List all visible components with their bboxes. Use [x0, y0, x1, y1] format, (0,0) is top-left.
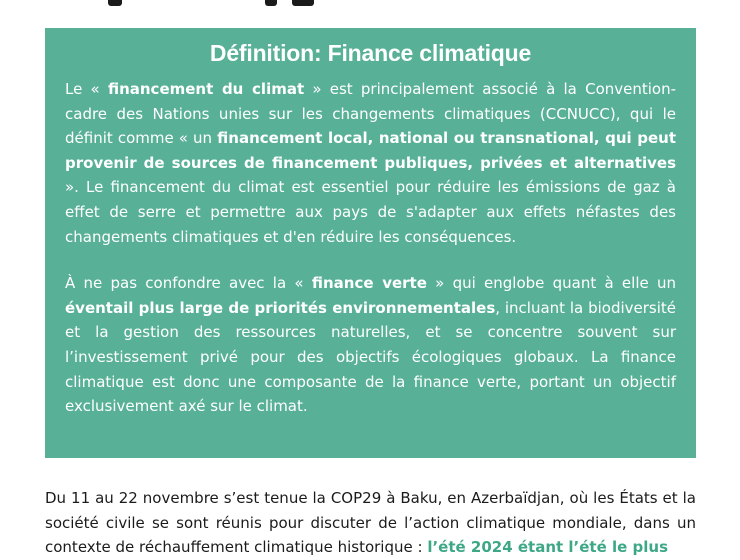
cropped-heading-fragment	[0, 0, 740, 12]
text-run: » est principalement associé à la Convention-cadre des Nations unies sur les changements climatiques (CCNUCC), qui le définit comme « un	[65, 80, 677, 148]
text-run: , incluant la biodiversité et la gestion des ressources naturelles, et se concentre souvent sur l’investissement privé pour des objectifs écologiques globaux. La finance climatique est donc une composante de la finance verte, portant un objectif exclusivement axé sur le climat.	[65, 298, 676, 416]
text-run: À ne pas confondre avec la «	[65, 274, 312, 293]
highlighted-run: l’été 2024 étant l’été le plus	[427, 538, 669, 557]
text-run: Le «	[65, 80, 108, 98]
definition-paragraph-1	[65, 77, 676, 249]
definition-box	[45, 28, 696, 458]
bold-run: éventail plus large de priorités environnementales	[65, 298, 496, 317]
bold-run: finance verte	[311, 274, 427, 293]
definition-title: Définition: Finance climatique	[209, 40, 532, 66]
body-paragraph	[45, 486, 696, 560]
text-run: Du 11 au 22 novembre s’est tenue la COP29 à Baku, en Azerbaïdjan, où les États et la société civile se sont réunis pour discuter de l’action climatique mondiale, dans un contexte de réchauffement climatique historique :	[45, 489, 696, 557]
bold-run: financement local, national ou transnational, qui peut provenir de sources de financement publiques, privées et alternatives	[65, 129, 676, 172]
text-run: ». Le financement du climat est essentiel pour réduire les émissions de gaz à effet de serre et permettre aux pays de s'adapter aux effets néfastes des changements climatiques et d'en réduire les conséquences.	[65, 178, 676, 246]
text-run: » qui englobe quant à elle un	[426, 274, 676, 293]
definition-paragraph-2	[65, 271, 676, 419]
bold-run: financement du climat	[107, 80, 305, 98]
